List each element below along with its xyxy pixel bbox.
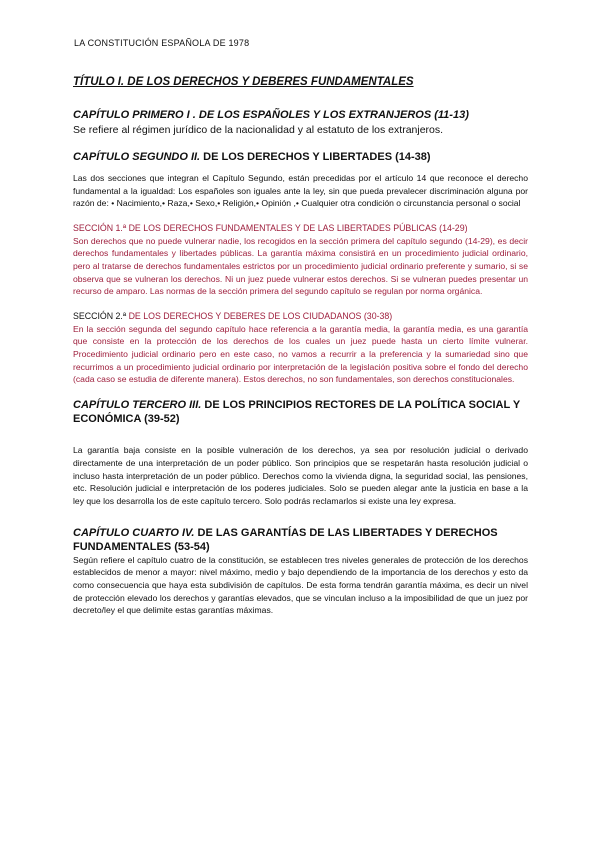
chapter-3-heading-italic: CAPÍTULO TERCERO III. — [73, 399, 202, 412]
chapter-1-text: Se refiere al régimen jurídico de la nacionalidad y al estatuto de los extranjeros. — [73, 124, 444, 136]
section-1-label: SECCIÓN 1.ª — [73, 223, 127, 234]
chapter-1-heading-text: CAPÍTULO PRIMERO I . DE LOS ESPAÑOLES Y LOS EXTRANJEROS (11-13) — [73, 109, 469, 121]
chapter-4-heading-rest: DE LAS GARANTÍAS DE LAS LIBERTADES Y DERECHOS FUNDAMENTALES (53-54) — [73, 526, 498, 553]
section-2-label: SECCIÓN 2.ª — [73, 311, 127, 322]
section-2-text: En la sección segunda del segundo capítulo hace referencia a la garantía media, la garantía media, es una garantía que consiste en la protección de los derechos de los cuales un juez puede hasta un cierto límite vulnerar. Procedimiento judicial ordinario pero en este caso, no vamos a recurrir a la preferencia y la sumariedad sino que recurrimos a un procedimiento judicial ordinario por interpretación de la legislación positiva sobre el fondo del derecho (cada caso se estudia de diferente manera). Estos derechos, no son fundamentales, son derechos constitucionales. — [73, 323, 528, 385]
chapter-2-heading-italic: CAPÍTULO SEGUNDO II. — [73, 151, 201, 163]
page-header: LA CONSTITUCIÓN ESPAÑOLA DE 1978 — [74, 38, 250, 48]
chapter-2-heading — [73, 150, 528, 164]
section-2-heading — [73, 310, 528, 323]
section-1-title: DE LOS DERECHOS FUNDAMENTALES Y DE LAS LIBERTADES PÚBLICAS (14-29) — [126, 223, 468, 234]
chapter-3-text: La garantía baja consiste en la posible vulneración de los derechos, ya sea por resolución judicial o derivado directamente de una interpretación de un poder público. Son principios que se respetarán hasta resolución judicial o incluso hasta interpretación de un poder público. Derechos como la vivienda digna, la seguridad social, las pensiones, etc. Resolución judicial e interpretación de los poderes judiciales. Solo se pueden alegar ante la justicia en base a la ley que los desarrolla los de este capítulo tercero. Solo podrás reclamarlos si existe una ley expresa. — [73, 445, 528, 506]
chapter-4-heading-italic: CAPÍTULO CUARTO IV. — [73, 526, 195, 539]
chapter-4-heading — [73, 526, 528, 554]
chapter-4-text: Según refiere el capítulo cuatro de la constitución, se establecen tres niveles generales de protección de los derechos establecidos de menor a mayor: nivel máximo, medio y bajo dependiendo de la importancia de los derechos y esto da como consecuencia que haya esta subdivisión de capítulos. De esta forma tendrán garantía máxima, es decir un nivel de protección elevado los derechos y garantías elevados, que se vinculan incluso a la imposibilidad de que un juez por decreto/ley el que delimite estas garantías máximas. — [73, 554, 528, 616]
section-1-text: Son derechos que no puede vulnerar nadie, los recogidos en la sección primera del capítulo segundo (14-29), es decir derechos fundamentales y libertades públicas. La garantía máxima consistirá en un procedimiento judicial ordinario, pero al tratarse de derechos fundamentales estrictos por un procedimiento judicial ordinario preferente y sumario, si se observa que se vulneran los derechos. Ni un juez puede vulnerar estos derechos. Si se vulneran puedes presentar un recurso de amparo. Las normas de la sección primera del segundo capítulo se regulan por norma orgánica. — [73, 235, 528, 297]
chapter-2-heading-rest: DE LOS DERECHOS Y LIBERTADES (14-38) — [200, 151, 431, 163]
chapter-3-heading-rest: DE LOS PRINCIPIOS RECTORES DE LA POLÍTICA SOCIAL Y ECONÓMICA (39-52) — [73, 399, 520, 426]
section-2-title: DE LOS DERECHOS Y DEBERES DE LOS CIUDADANOS (30-38) — [126, 311, 393, 322]
document-body — [73, 76, 528, 617]
section-1-heading — [73, 222, 528, 235]
chapter-1-heading — [73, 108, 528, 122]
title-heading: TÍTULO I. DE LOS DERECHOS Y DEBERES FUNDAMENTALES — [73, 76, 414, 88]
chapter-3-heading — [73, 398, 528, 426]
chapter-2-text: Las dos secciones que integran el Capítulo Segundo, están precedidas por el artículo 14 que reconoce el derecho fundamental a la igualdad: Los españoles son iguales ante la ley, sin que pueda prevalecer discriminación alguna por razón de: • Nacimiento,• Raza,• Sexo,• Religión,• Opinión ,• Cualquier otra condición o circunstancia personal o social — [73, 173, 528, 209]
